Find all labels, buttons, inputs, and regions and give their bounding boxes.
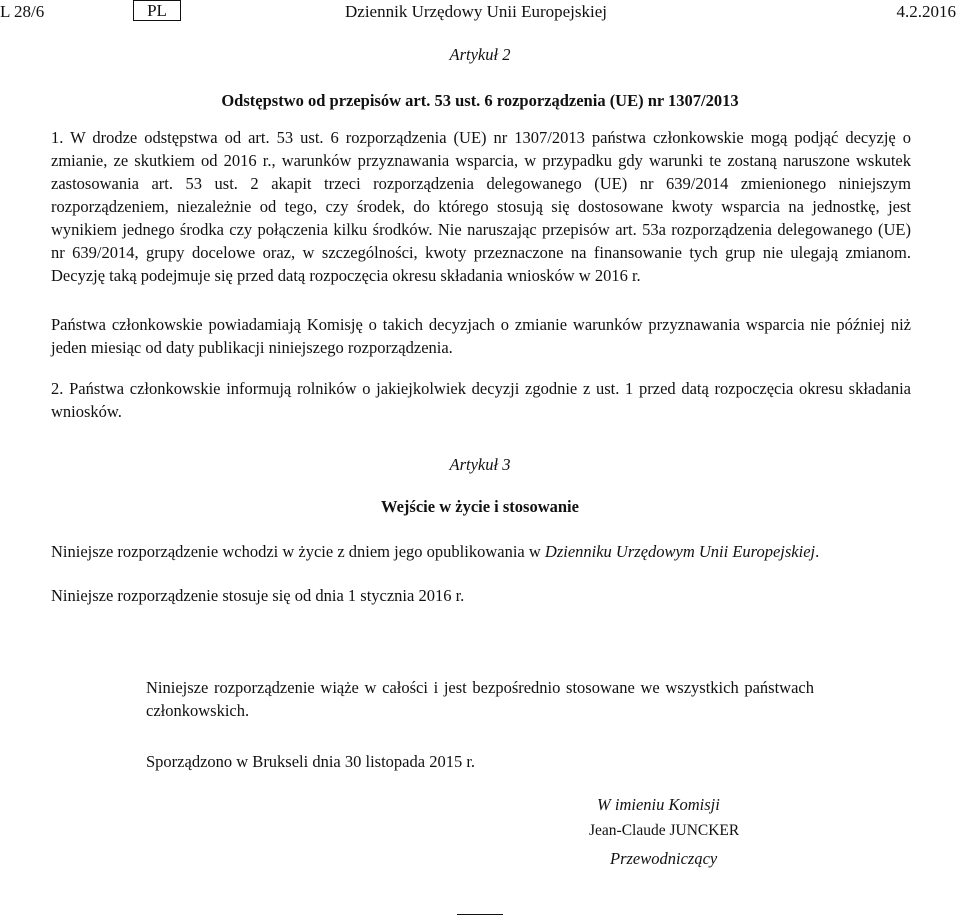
signatory-role: Przewodniczący (610, 849, 718, 868)
page-header (0, 0, 960, 26)
signature-on-behalf: W imieniu Komisji (597, 795, 720, 814)
article-3-title: Wejście w życie i stosowanie (381, 497, 579, 516)
article-2-paragraph-1: 1. W drodze odstępstwa od art. 53 ust. 6 rozporządzenia (UE) nr 1307/2013 państwa członkowskie mogą podjąć decyzję o zmianie, ze skutkiem od 2016 r., warunków przyznawania wsparcia, w przypadku gdy warunki te zostaną naruszone wskutek zastosowania art. 53 ust. 2 akapit trzeci rozporządzenia delegowanego (UE) nr 639/2014 zmienionego niniejszym rozporządzeniem, niezależnie od tego, czy środek, do którego stosują się dostosowane kwoty wsparcia na jednostkę, jest wynikiem jednego środka czy połączenia kilku środków. Nie naruszając przepisów art. 53a rozporządzenia delegowanego (UE) nr 639/2014, grupy docelowe oraz, w szczególności, kwoty przeznaczone na finansowanie tych grup nie ulegają zmianom. Decyzję taką podejmuje się przed datą rozpoczęcia okresu składania wniosków w 2016 r. (51, 128, 911, 285)
journal-title: Dziennik Urzędowy Unii Europejskiej (345, 2, 608, 21)
article-3-paragraph-1-start: Niniejsze rozporządzenie wchodzi w życie z dniem jego opublikowania w (51, 542, 545, 561)
article-2-paragraph-1b: Państwa członkowskie powiadamiają Komisję o takich decyzjach o zmianie warunków przyznawania wsparcia nie później niż jeden miesiąc od daty publikacji niniejszego rozporządzenia. (51, 315, 911, 357)
footer-divider (457, 914, 503, 915)
article-3-paragraph-1-end: . (815, 542, 820, 561)
language-badge: PL (133, 0, 181, 21)
article-2-title: Odstępstwo od przepisów art. 53 ust. 6 rozporządzenia (UE) nr 1307/2013 (221, 91, 739, 110)
journal-reference: Dzienniku Urzędowym Unii Europejskiej (544, 542, 816, 561)
done-at-statement: Sporządzono w Brukseli dnia 30 listopada 2015 r. (146, 752, 476, 771)
article-3-label: Artykuł 3 (449, 455, 511, 474)
article-2-paragraph-2: 2. Państwa członkowskie informują rolników o jakiejkolwiek decyzji zgodnie z ust. 1 przed datą rozpoczęcia okresu składania wniosków. (51, 379, 911, 421)
signatory-name: Jean-Claude JUNCKER (589, 822, 740, 839)
page-reference: L 28/6 (0, 2, 45, 21)
article-3-paragraph-2: Niniejsze rozporządzenie stosuje się od dnia 1 stycznia 2016 r. (51, 586, 465, 605)
article-2-label: Artykuł 2 (449, 45, 511, 64)
article-3-paragraph-1 (51, 540, 911, 563)
publication-date: 4.2.2016 (896, 2, 956, 21)
binding-statement: Niniejsze rozporządzenie wiąże w całości i jest bezpośrednio stosowane we wszystkich państwach członkowskich. (146, 678, 814, 720)
